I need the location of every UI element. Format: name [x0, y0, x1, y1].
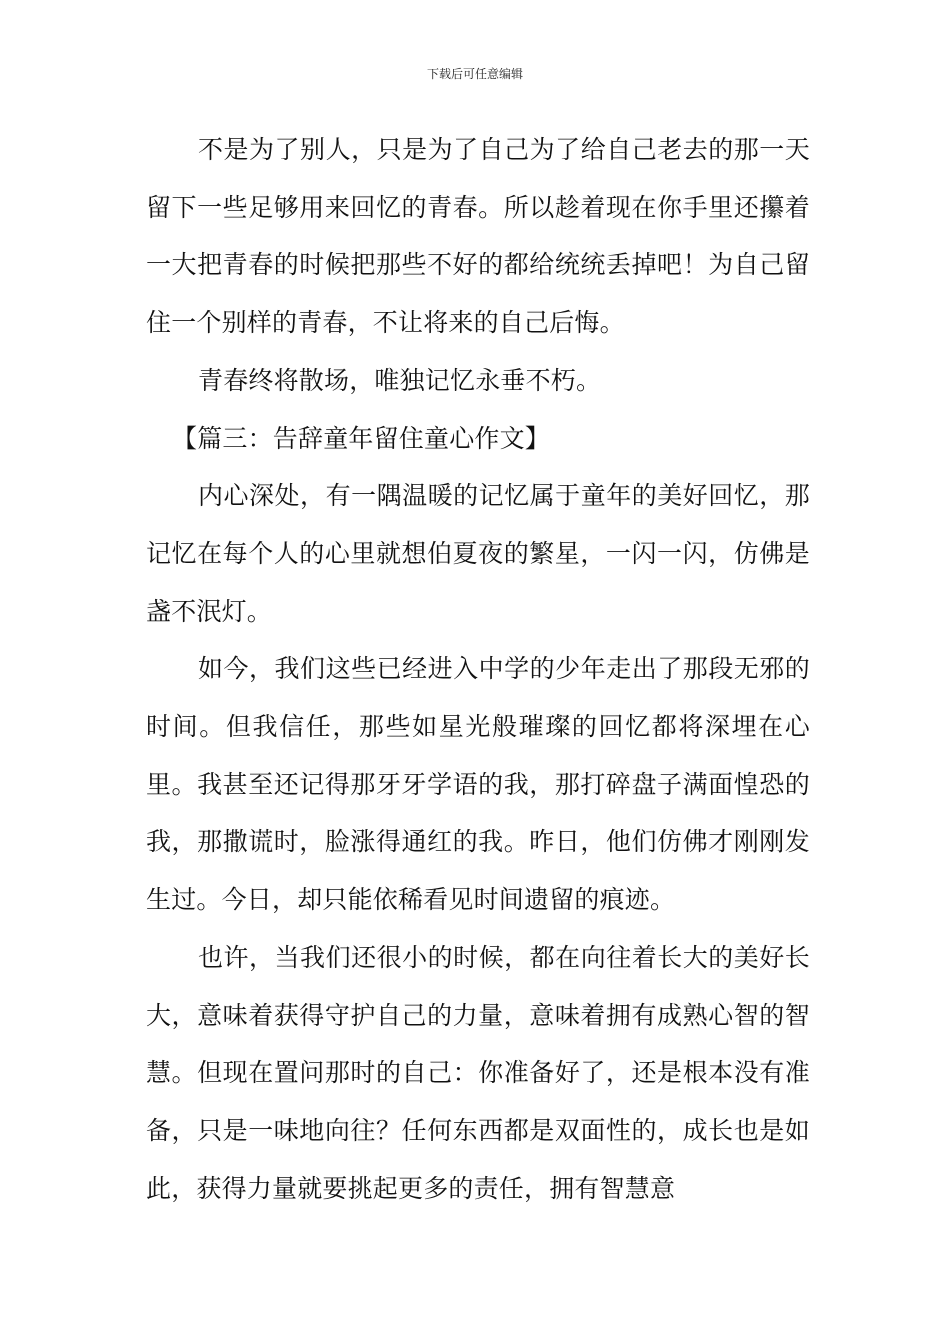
page-header: 下载后可任意编辑: [426, 67, 523, 81]
paragraph-5: 也许，当我们还很小的时候，都在向往着长大的美好长大，意味着获得守护自己的力量，意味着拥有成熟心智的智慧。但现在置问那时的自己：你准备好了，还是根本没有准备，只是一味地向往？任何东西都是双面性的，成长也是如此，获得力量就要挑起更多的责任，拥有智慧意: [146, 942, 810, 1203]
paragraph-2: 青春终将散场，唯独记忆永垂不朽。: [198, 365, 602, 395]
paragraph-3: 内心深处，有一隅温暖的记忆属于童年的美好回忆，那记忆在每个人的心里就想伯夏夜的繁星，一闪一闪，仿佛是盏不泯灯。: [146, 481, 810, 626]
document-body: [146, 121, 810, 1217]
paragraph-4: 如今，我们这些已经进入中学的少年走出了那段无邪的时间。但我信任，那些如星光般璀璨的回忆都将深埋在心里。我甚至还记得那牙牙学语的我，那打碎盘子满面惶恐的我，那撒谎时，脸涨得通红的我。昨日，他们仿佛才刚刚发生过。今日，却只能依稀看见时间遗留的痕迹。: [146, 654, 810, 915]
section-heading: 【篇三：告辞童年留住童心作文】: [172, 423, 551, 453]
paragraph-1: 不是为了别人，只是为了自己为了给自己老去的那一天留下一些足够用来回忆的青春。所以趁着现在你手里还攥着一大把青春的时候把那些不好的都给统统丢掉吧！为自己留住一个别样的青春，不让将来的自己后悔。: [146, 135, 810, 338]
